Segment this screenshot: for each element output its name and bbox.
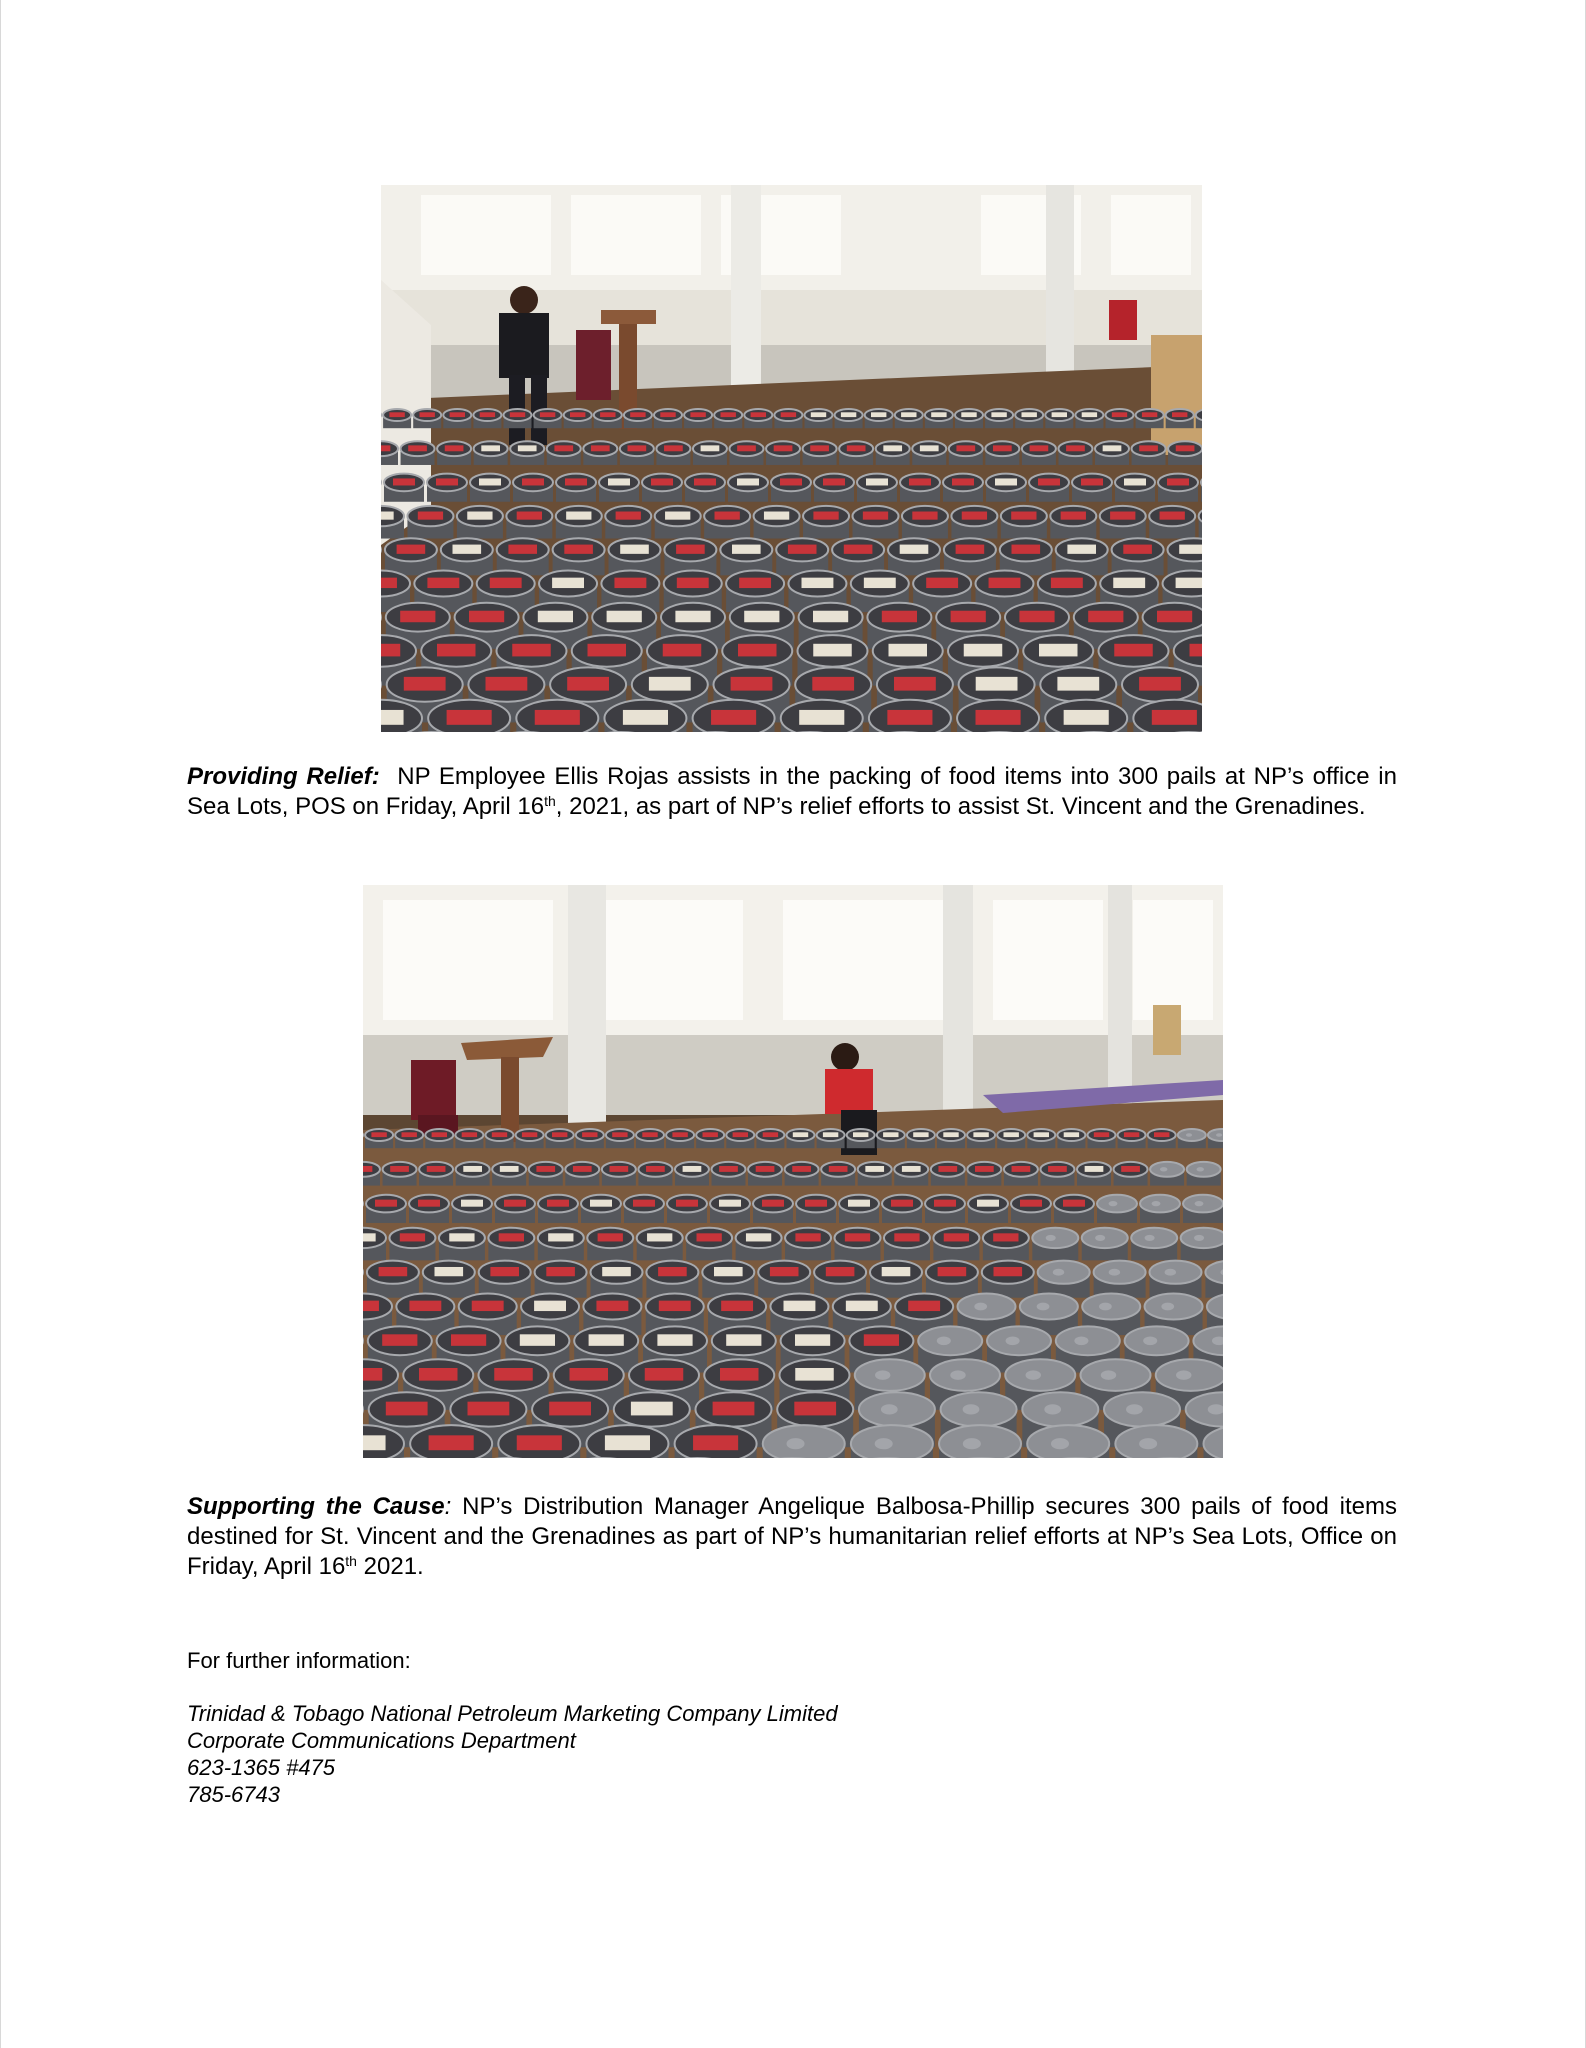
caption-text-continued: 2021. [356,1553,424,1580]
caption-title: Supporting the Cause [187,1493,445,1520]
caption-supporting-the-cause [187,1492,1397,1582]
photo-packing-pails-image [381,185,1202,732]
contact-phone-primary: 623-1365 #475 [187,1755,336,1780]
ordinal-suffix: th [345,1553,357,1569]
caption-providing-relief [187,762,1397,822]
contact-block [187,1700,838,1808]
contact-department: Corporate Communications Department [187,1728,576,1753]
photo-securing-pails [363,885,1223,1458]
ordinal-suffix: th [544,793,556,809]
photo-securing-pails-image [363,885,1223,1458]
caption-title: Providing Relief: [187,763,380,790]
further-information-label: For further information: [187,1648,411,1673]
caption-text-continued: , 2021, as part of NP’s relief efforts to assist St. Vincent and the Grenadines. [555,793,1366,820]
caption-text: NP Employee Ellis Rojas assists in the packing of food items into 300 pails at NP’s office in Sea Lots, POS on Friday, April 16 [187,763,1397,820]
caption-title-colon: : [444,1493,452,1520]
contact-phone-secondary: 785-6743 [187,1782,280,1807]
caption-text: NP’s Distribution Manager Angelique Balbosa-Phillip secures 300 pails of food items destined for St. Vincent and the Grenadines as part of NP’s humanitarian relief efforts at NP’s Sea Lots, Office on Friday, April 16 [187,1493,1397,1580]
photo-packing-pails [381,185,1202,732]
page-border-left [0,0,1,2048]
contact-company: Trinidad & Tobago National Petroleum Marketing Company Limited [187,1701,838,1726]
